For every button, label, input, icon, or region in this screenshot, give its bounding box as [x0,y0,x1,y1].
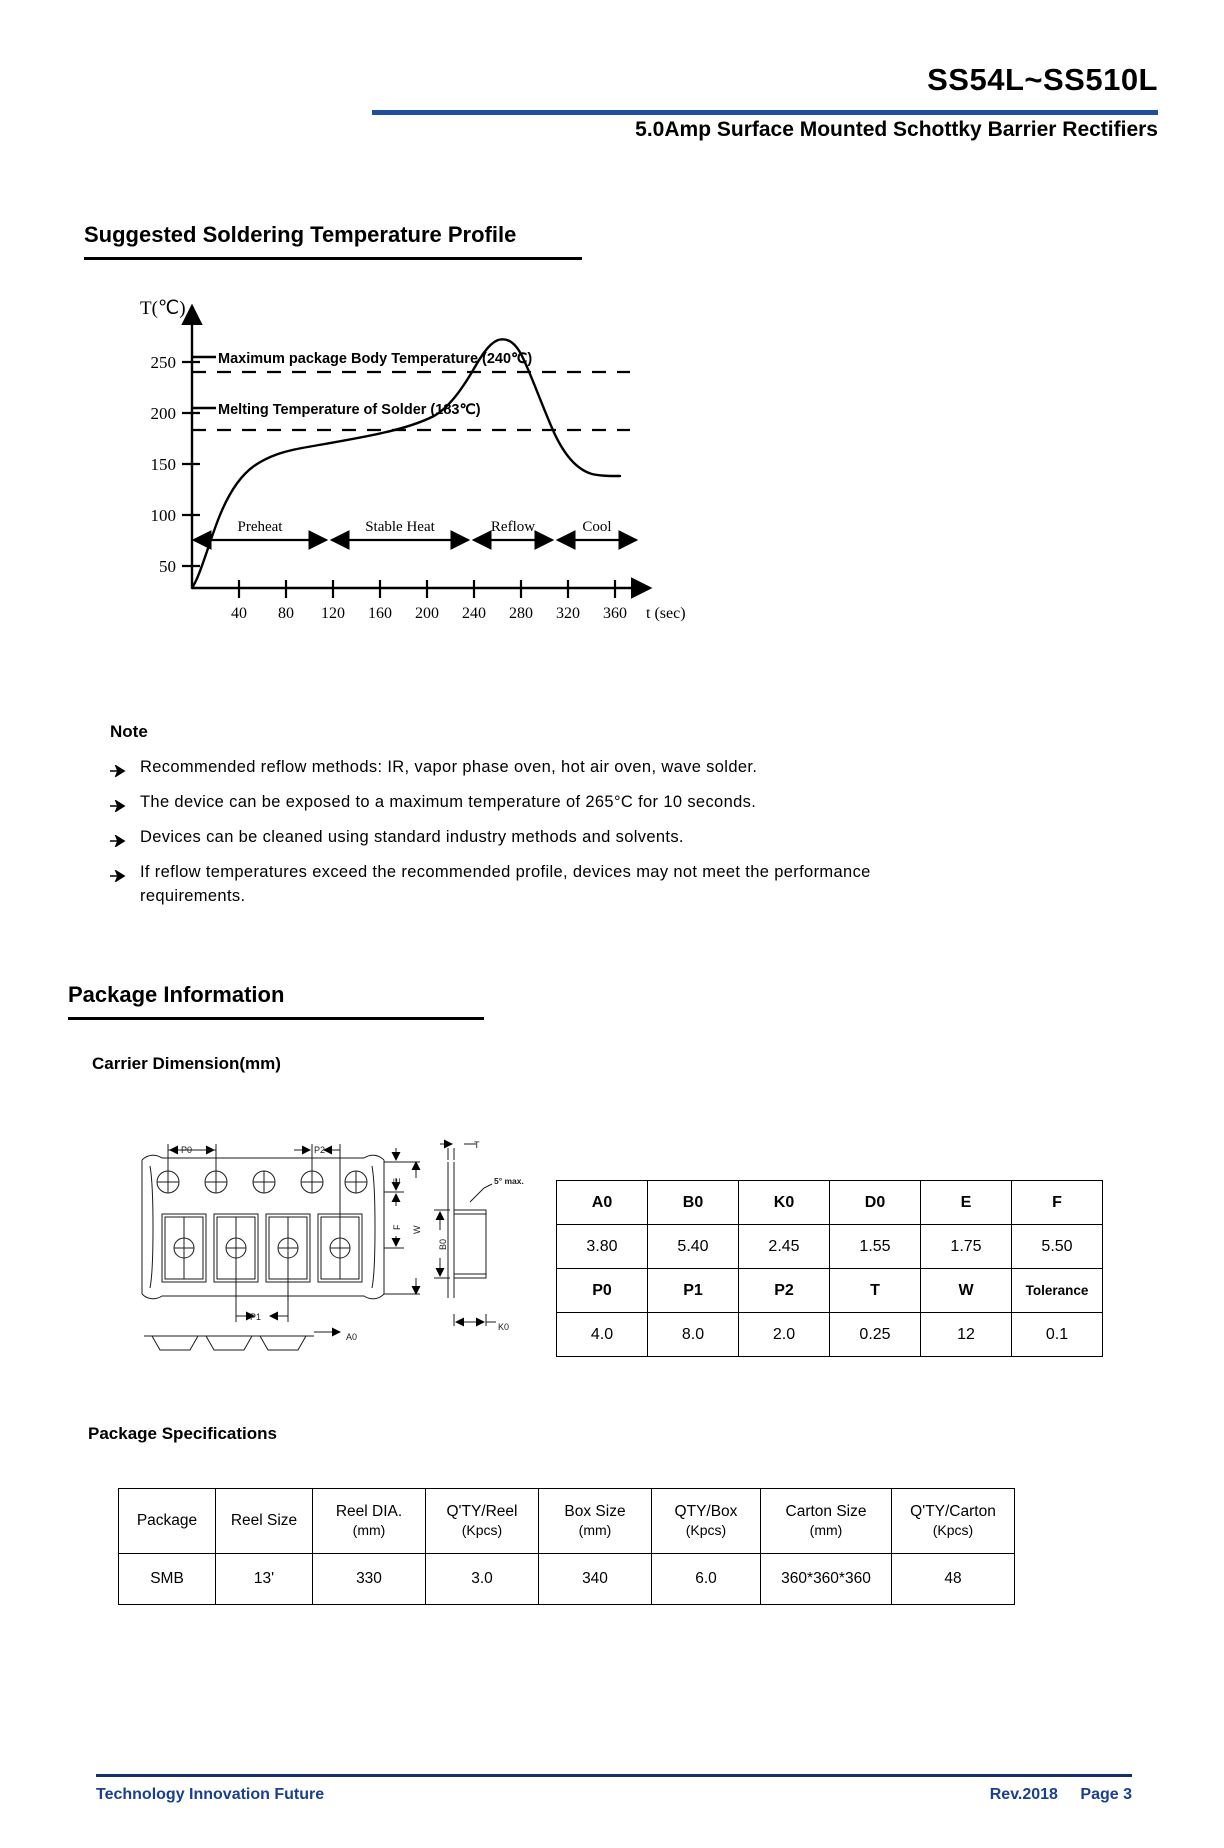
col-header-qty-box [652,1489,761,1554]
section-underline [68,1017,484,1020]
chart-svg [130,288,690,648]
col-header-reel-dia [313,1489,426,1554]
component-pockets [162,1214,362,1282]
table-row [557,1181,1103,1225]
note-item-text: Recommended reflow methods: IR, vapor phase oven, hot air oven, wave solder. [140,758,758,776]
page-footer [96,1774,1132,1804]
note-block [110,722,950,920]
cell: 2.45 [739,1225,830,1269]
tape-bottom-edge [142,1294,384,1299]
header-unit: (Kpcs) [932,1521,974,1538]
dim-label-b0: B0 [438,1238,448,1250]
svg-text:80: 80 [278,605,294,622]
cell: W [921,1269,1012,1313]
dim-label-p0: P0 [181,1145,193,1155]
cell: 0.1 [1012,1313,1103,1357]
dim-label-t: T [474,1140,480,1150]
phase-label-cool: Cool [582,519,612,535]
col-header-reel-size [216,1489,313,1554]
cell: K0 [739,1181,830,1225]
cell: 12 [921,1313,1012,1357]
arrow-bullet-icon [110,866,128,878]
cell: P2 [739,1269,830,1313]
dim-label-k0: K0 [498,1322,510,1332]
dimension-arrows [168,1148,416,1316]
x-tick-labels [231,605,627,622]
svg-text:320: 320 [556,605,580,622]
arrow-bullet-icon [110,831,128,843]
header-unit: (Kpcs) [685,1521,727,1538]
x-axis-title: t (sec) [646,605,686,622]
svg-text:360: 360 [603,605,627,622]
table-header-row [119,1489,1015,1554]
svg-text:160: 160 [368,605,392,622]
note-item-text: If reflow temperatures exceed the recommended profile, devices may not meet the performance requirements. [140,862,871,905]
note-item-text: The device can be exposed to a maximum temperature of 265°C for 10 seconds. [140,792,757,811]
cell-qty-box: 6.0 [652,1554,761,1605]
soldering-profile-chart [130,288,690,648]
header-name: Carton Size [785,1503,867,1521]
cell: 5.40 [648,1225,739,1269]
part-number-title: SS54L~SS510L [927,62,1158,97]
svg-text:50: 50 [159,557,176,576]
dim-label-draft-angle: 5° max. [494,1176,524,1186]
cell-qty-reel: 3.0 [426,1554,539,1605]
svg-text:280: 280 [509,605,533,622]
header-unit: (mm) [578,1521,612,1538]
package-specifications-table [118,1488,1015,1605]
section-package-information [68,982,484,1020]
y-tick-labels [151,353,177,576]
header-unit: (mm) [352,1521,386,1538]
cell: E [921,1181,1012,1225]
header-name: QTY/Box [674,1503,738,1521]
header-name: Reel DIA. [335,1503,403,1521]
section-title-package: Package Information [68,982,285,1007]
svg-text:150: 150 [150,455,176,474]
note-item [110,861,950,909]
svg-text:200: 200 [415,605,439,622]
svg-text:240: 240 [462,605,486,622]
cell: F [1012,1181,1103,1225]
cell: P0 [557,1269,648,1313]
footer-divider [96,1774,1132,1777]
cell: 3.80 [557,1225,648,1269]
cell-reel-dia: 330 [313,1554,426,1605]
carrier-tape-drawing [128,1118,548,1358]
table-row [119,1554,1015,1605]
header-name: Box Size [564,1503,626,1521]
header-unit: (Kpcs) [461,1521,503,1538]
header-name: Q'TY/Carton [910,1503,996,1521]
col-header-qty-reel [426,1489,539,1554]
table-row [557,1225,1103,1269]
col-header-package [119,1489,216,1554]
note-item [110,826,950,850]
svg-text:250: 250 [150,353,176,372]
col-header-box-size [539,1489,652,1554]
note-title: Note [110,722,148,741]
svg-text:100: 100 [150,506,176,525]
note-list [110,756,950,909]
section-title-soldering: Suggested Soldering Temperature Profile [84,222,517,247]
cell: 1.75 [921,1225,1012,1269]
col-header-carton-size [761,1489,892,1554]
footer-meta [972,1786,1132,1804]
tape-top-edge [142,1155,384,1160]
header-divider [372,110,1158,115]
dim-label-e: E [392,1177,402,1184]
carrier-dimension-table [556,1180,1103,1357]
cell: 4.0 [557,1313,648,1357]
product-subtitle: 5.0Amp Surface Mounted Schottky Barrier Rectifiers [635,118,1158,141]
col-header-qty-carton [892,1489,1015,1554]
solder-melt-temp-label: Melting Temperature of Solder (183℃) [218,402,481,418]
cell: A0 [557,1181,648,1225]
svg-text:120: 120 [321,605,345,622]
cell: P1 [648,1269,739,1313]
footer-slogan: Technology Innovation Future [96,1785,325,1803]
section-soldering-profile [84,222,582,260]
pocket-cross-section [144,1332,340,1350]
phase-label-preheat: Preheat [237,519,283,535]
max-body-temp-label: Maximum package Body Temperature (240℃) [218,351,533,367]
subheading-package-specifications: Package Specifications [88,1424,277,1443]
svg-text:200: 200 [150,404,176,423]
cell: 8.0 [648,1313,739,1357]
phase-label-reflow: Reflow [490,519,536,535]
footer-page-number: Page 3 [1080,1785,1132,1803]
cell-reel-size: 13' [216,1554,313,1605]
dim-label-f: F [392,1224,402,1230]
arrow-bullet-icon [110,796,128,808]
dimension-labels [181,1140,524,1342]
table-row [557,1313,1103,1357]
dim-label-p2: P2 [314,1145,326,1155]
subheading-carrier-dimension: Carrier Dimension(mm) [92,1054,281,1073]
cell: 0.25 [830,1313,921,1357]
cell: T [830,1269,921,1313]
note-item [110,791,950,815]
dim-label-p1: P1 [250,1312,262,1322]
y-axis-title: T(℃) [140,298,186,319]
footer-revision: Rev.2018 [989,1785,1058,1803]
cell: B0 [648,1181,739,1225]
arrow-bullet-icon [110,761,128,773]
cell: 5.50 [1012,1225,1103,1269]
cell: Tolerance [1012,1269,1103,1313]
phase-labels [238,519,612,535]
cell: D0 [830,1181,921,1225]
cell-qty-carton: 48 [892,1554,1015,1605]
header-name: Q'TY/Reel [446,1503,518,1521]
carrier-drawing-svg [128,1118,548,1358]
header-name: Reel Size [230,1512,298,1530]
cell-package: SMB [119,1554,216,1605]
side-view [434,1144,496,1326]
dim-label-w: W [412,1225,422,1234]
cell: 2.0 [739,1313,830,1357]
note-item [110,756,950,780]
section-underline [84,257,582,260]
dim-label-a0: A0 [346,1332,358,1342]
cell: 1.55 [830,1225,921,1269]
header-unit: (mm) [809,1521,843,1538]
phase-label-stable-heat: Stable Heat [365,519,435,535]
svg-text:40: 40 [231,605,247,622]
table-row [557,1269,1103,1313]
note-item-text: Devices can be cleaned using standard industry methods and solvents. [140,827,684,846]
header-name: Package [136,1512,198,1530]
reflow-profile-curve [192,339,620,588]
cell-box-size: 340 [539,1554,652,1605]
cell-carton-size: 360*360*360 [761,1554,892,1605]
